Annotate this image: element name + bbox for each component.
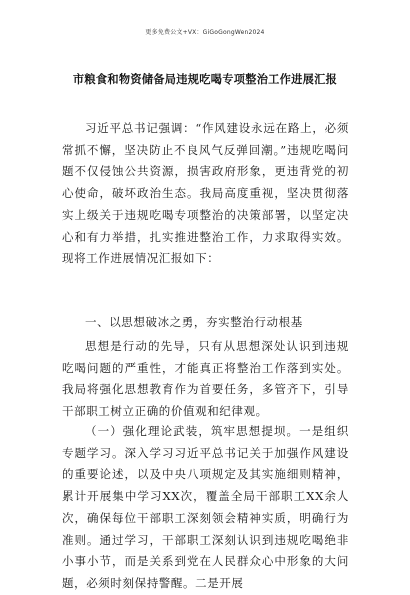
section1-heading-block <box>62 312 349 334</box>
subsection1-paragraph: （一）强化理论武装，筑牢思想提坝。一是组织专题学习。深入学习习近平总书记关于加强作风建设的重要论述，以及中央八项规定及其实施细则精神，累计开展集中学习XX次，覆盖全局干部职工XX余人次，确保每位干部职工深刻领会精神实质，明确行为准则。通过学习，干部职工深刻认识到违规吃喝绝非小事小节，而是关系到党在人民群众心中形象的大问题，必须时刻保持警醒。二是开展 <box>62 424 349 590</box>
intro-paragraph: 习近平总书记强调：“作风建设永远在路上，必须常抓不懈，坚决防止不良风气反弹回潮。”违规吃喝问题不仅侵蚀公共资源，损害政府形象，更违背党的初心使命，破坏政治生态。我局高度重视，坚决贯彻落实上级关于违规吃喝专项整治的决策部署，以坚定决心和有力举措，扎实推进整治工作，力求取得实效。现将工作进展情况汇报如下： <box>62 121 349 266</box>
section1-heading: 一、以思想破冰之勇，夯实整治行动根基 <box>85 315 303 329</box>
section1-paragraph: 思想是行动的先导，只有从思想深处认识到违规吃喝问题的严重性，才能真正将整治工作落到实处。我局将强化思想教育作为首要任务，多管齐下，引导干部职工树立正确的价值观和纪律观。 <box>62 339 349 419</box>
intro-block <box>62 118 349 270</box>
subsection1-block <box>62 421 349 595</box>
document-title: 市粮食和物资储备局违规吃喝专项整治工作进展汇报 <box>72 73 338 86</box>
section1-block <box>62 336 349 423</box>
header-note: 更多免费公文+VX：GiGoGongWen2024 <box>145 29 265 36</box>
